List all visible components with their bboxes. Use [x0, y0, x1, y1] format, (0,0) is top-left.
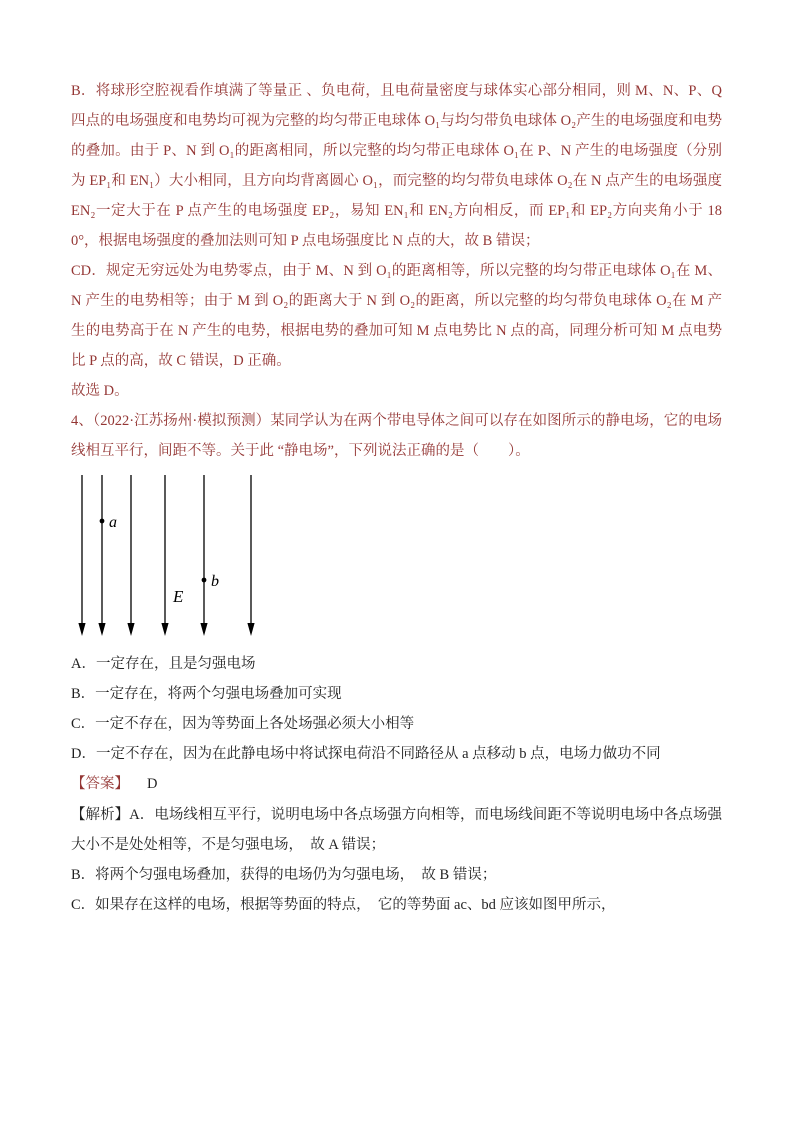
point-b-label: b — [211, 573, 219, 590]
option-a: A．一定存在，且是匀强电场 — [71, 656, 256, 672]
option-d: D．一定不存在，因为在此静电场中将试探电荷沿不同路径从 a 点移动 b 点，电场力做功不同 — [71, 746, 661, 762]
point-b-dot — [202, 578, 207, 583]
arrow-down-icon — [98, 623, 105, 636]
analysis-line-2: B．将两个匀强电场叠加，获得的电场仍为匀强电场， 故 B 错误； — [71, 867, 497, 883]
arrow-down-icon — [127, 623, 134, 636]
analysis-line-3: C．如果存在这样的电场，根据等势面的特点， 它的等势面 ac、bd 应该如图甲所示， — [71, 897, 616, 913]
option-b: B．一定存在，将两个匀强电场叠加可实现 — [71, 686, 342, 702]
solution-paragraph-b: B．将球形空腔视看作填满了等量正 、负电荷，且电荷量密度与球体实心部分相同，则 M、N、P、Q 四点的电场强度和电势均可视为完整的均匀带正电球体 O₁与均匀带负电球体 O₂产生的电场强度和电势的叠加。由于 P、N 到 O₁的距离相同，所以完整的均匀带正电球体 O₁在 P、N 产生的电场强度（分别为 EP₁和 EN₁）大小相同，且方向均背离圆心 O₁，而完整的均匀带负电球体 O₂在 N 点产生的电场强度 EN₂一定大于在 P 点产生的电场强度 EP₂，易知 EN₁和 EN₂方向相反，而 EP₁和 EP₂方向夹角小于 180°，根据电场强度的叠加法则可知 P 点电场强度比 N 点的大，故 B 错误； — [71, 83, 722, 249]
point-a-label: a — [109, 514, 117, 531]
question-4-stem: 4、（2022·江苏扬州·模拟预测）某同学认为在两个带电导体之间可以存在如图所示的静电场，它的电场线相互平行，间距不等。关于此 “静电场”，下列说法正确的是（ ）。 — [71, 413, 722, 459]
arrow-down-icon — [247, 623, 254, 636]
field-lines-figure — [75, 474, 722, 645]
point-a-dot — [100, 519, 105, 524]
solution-choice-line: 故选 D。 — [71, 383, 129, 399]
option-c: C．一定不存在，因为等势面上各处场强必须大小相等 — [71, 716, 415, 732]
answer-label: 【答案】 — [71, 776, 129, 792]
arrow-down-icon — [78, 623, 85, 636]
arrow-down-icon — [200, 623, 207, 636]
solution-paragraph-cd: CD．规定无穷远处为电势零点，由于 M、N 到 O₁的距离相等，所以完整的均匀带正电球体 O₁在 M、N 产生的电势相等；由于 M 到 O₂的距离大于 N 到 O₂的距离，所以完整的均匀带负电球体 O₂在 M 产生的电势高于在 N 产生的电势，根据电势的叠加可知 M 点电势比 N 点的高，同理分析可知 M 点电势比 P 点的高，故 C 错误，D 正确。 — [71, 263, 722, 369]
arrow-down-icon — [161, 623, 168, 636]
answer-line — [71, 769, 722, 800]
field-strength-label: E — [173, 587, 184, 606]
analysis-line-1: 【解析】A．电场线相互平行，说明电场中各点场强方向相等，而电场线间距不等说明电场中各点场强大小不是处处相等，不是匀强电场， 故 A 错误； — [71, 807, 722, 853]
field-lines-svg — [75, 474, 335, 640]
answer-value: D — [147, 776, 158, 792]
